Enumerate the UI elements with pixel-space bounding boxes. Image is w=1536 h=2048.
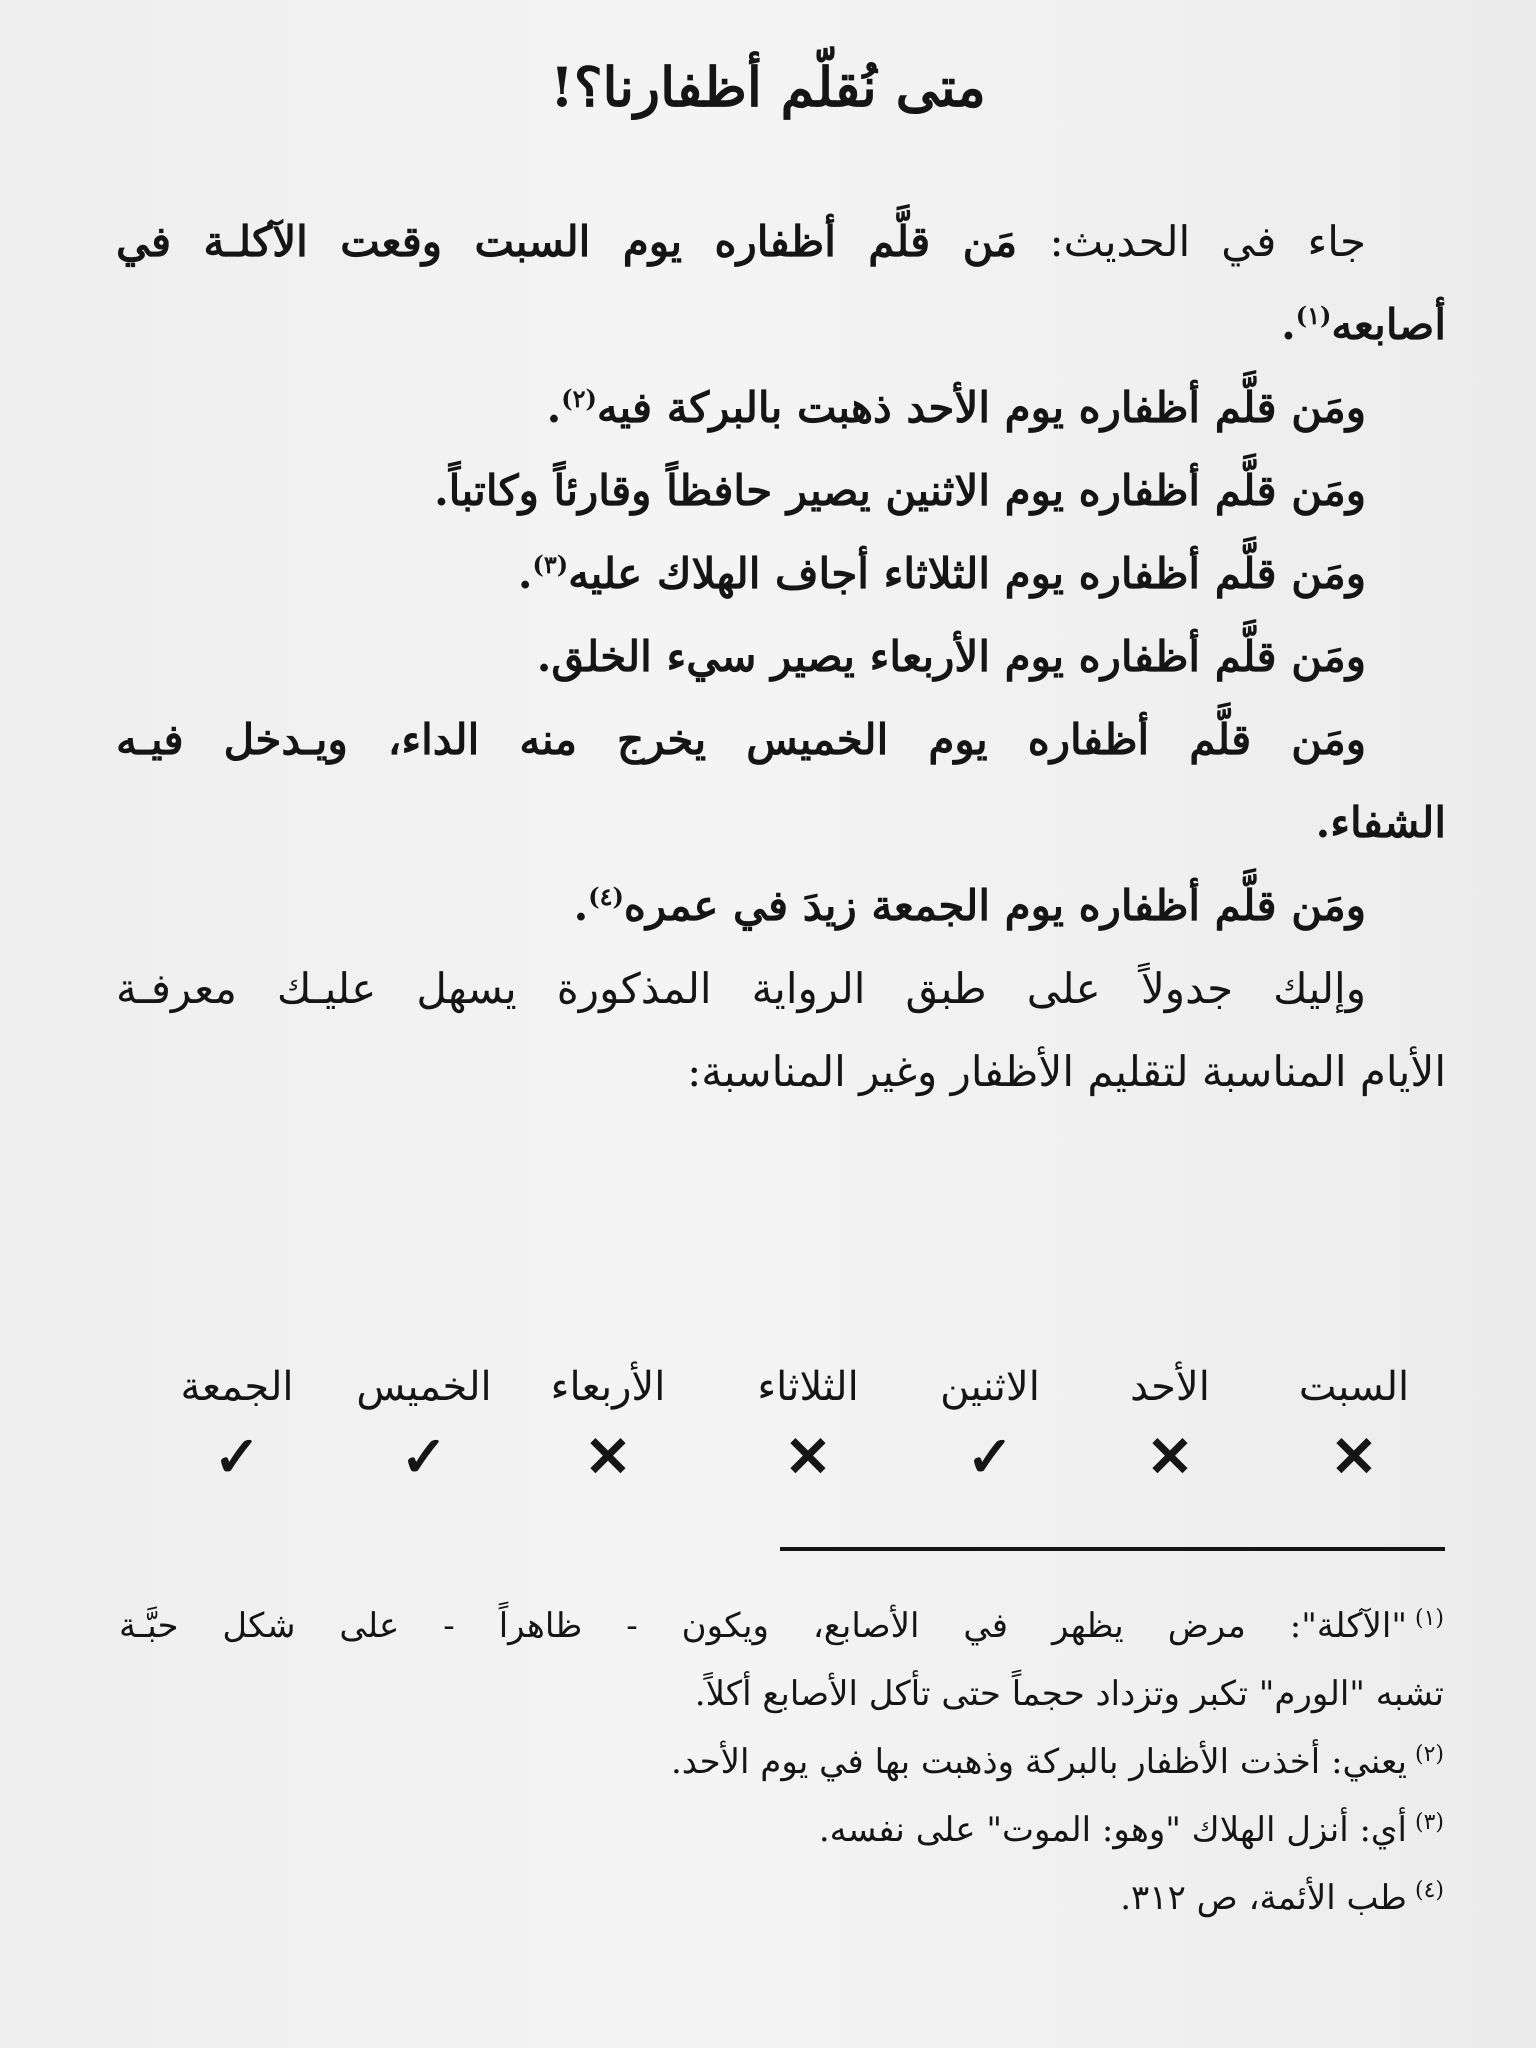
footnote-divider: [780, 1547, 1445, 1551]
page-title: متى نُقلّم أظفارنا؟!: [550, 55, 986, 119]
statement-tuesday-text: ومَن قلَّم أظفاره يوم الثلاثاء أجاف الهلاك عليه: [568, 549, 1366, 598]
statement-tuesday-end: .: [517, 549, 533, 598]
day-name-monday: الاثنين: [940, 1364, 1040, 1410]
reference-4: (٤): [588, 882, 624, 911]
statement-wednesday-text: ومَن قلَّم أظفاره يوم الأربعاء يصير سيء الخلق.: [536, 632, 1366, 681]
footnote-1-text: "الآكلة": مرض يظهر في الأصابع، ويكون - ظاهراً - على شكل حبَّـة: [119, 1606, 1407, 1646]
statement-friday-text: ومَن قلَّم أظفاره يوم الجمعة زيدَ في عمره: [623, 881, 1366, 930]
intro-text: مَن قلَّم أظفاره يوم السبت وقعت الآكلـة في: [116, 217, 1050, 266]
reference-2: (٢): [561, 384, 597, 413]
intro-prefix: جاء في الحديث:: [1049, 217, 1366, 266]
table-intro-line-1: [116, 947, 1446, 1030]
day-column-sunday: [1080, 1352, 1260, 1492]
day-column-monday: [900, 1352, 1080, 1492]
statement-wednesday: [116, 615, 1446, 698]
cross-mark-icon: ✕: [1330, 1424, 1378, 1490]
intro-line-2-text: أصابعه: [1331, 300, 1446, 349]
statement-thursday-line-1: [116, 698, 1446, 781]
statement-thursday-text: ومَن قلَّم أظفاره يوم الخميس يخرج منه الداء، ويـدخل فيـه: [116, 715, 1366, 764]
footnotes: [119, 1592, 1444, 1932]
reference-3: (٣): [532, 550, 569, 579]
intro-line-2: [116, 283, 1446, 366]
day-name-tuesday: الثلاثاء: [757, 1364, 859, 1410]
table-intro-text: وإليك جدولاً على طبق الرواية المذكورة يسهل عليـك معرفـة: [116, 964, 1366, 1013]
footnote-1-number: (١): [1414, 1605, 1444, 1631]
footnote-3-number: (٣): [1414, 1809, 1444, 1835]
statement-friday-end: .: [573, 881, 589, 930]
footnote-4: [119, 1864, 1444, 1932]
day-column-thursday: [334, 1352, 514, 1492]
day-name-saturday: السبت: [1298, 1364, 1410, 1410]
cross-mark-icon: ✕: [1146, 1424, 1194, 1490]
footnote-4-text: طب الأئمة، ص ٣١٢.: [1120, 1878, 1407, 1918]
intro-end: .: [1281, 300, 1296, 349]
day-name-wednesday: الأربعاء: [550, 1364, 666, 1410]
footnote-2-text: يعني: أخذت الأظفار بالبركة وذهبت بها في يوم الأحد.: [670, 1742, 1407, 1782]
footnote-2: [119, 1728, 1444, 1796]
footnote-4-number: (٤): [1414, 1877, 1444, 1903]
statement-sunday-end: .: [546, 383, 562, 432]
footnote-2-number: (٢): [1414, 1741, 1444, 1767]
main-text: [116, 200, 1446, 1113]
footnote-1-line-2: [119, 1660, 1444, 1728]
day-table: [104, 1352, 1444, 1502]
statement-thursday-line-2: [116, 781, 1446, 864]
statement-sunday: [116, 366, 1446, 449]
cross-mark-icon: ✕: [784, 1424, 832, 1490]
footnote-3-text: أي: أنزل الهلاك "وهو: الموت" على نفسه.: [818, 1810, 1407, 1850]
footnote-3: [119, 1796, 1444, 1864]
day-column-tuesday: [718, 1352, 898, 1492]
intro-line-1: [116, 200, 1446, 283]
day-name-friday: الجمعة: [180, 1364, 294, 1410]
day-column-wednesday: [518, 1352, 698, 1492]
check-mark-icon: ✓: [966, 1424, 1014, 1490]
cross-mark-icon: ✕: [584, 1424, 632, 1490]
day-name-sunday: الأحد: [1130, 1364, 1210, 1410]
statement-friday: [116, 864, 1446, 947]
check-mark-icon: ✓: [400, 1424, 448, 1490]
day-column-friday: [147, 1352, 327, 1492]
statement-tuesday: [116, 532, 1446, 615]
footnote-1-line-1: [119, 1592, 1444, 1660]
day-column-saturday: [1264, 1352, 1444, 1492]
statement-thursday-continuation: الشفاء.: [1315, 798, 1446, 847]
table-intro-line-2: [116, 1030, 1446, 1113]
day-name-thursday: الخميس: [356, 1364, 492, 1410]
reference-1: (١): [1295, 301, 1332, 330]
statement-monday-text: ومَن قلَّم أظفاره يوم الاثنين يصير حافظاً وقارئاً وكاتباً.: [434, 466, 1366, 515]
check-mark-icon: ✓: [213, 1424, 261, 1490]
footnote-1-continuation: تشبه "الورم" تكبر وتزداد حجماً حتى تأكل الأصابع أكلاً.: [694, 1674, 1444, 1714]
statement-monday: [116, 449, 1446, 532]
table-intro-continuation: الأيام المناسبة لتقليم الأظفار وغير المناسبة:: [687, 1047, 1446, 1096]
statement-sunday-text: ومَن قلَّم أظفاره يوم الأحد ذهبت بالبركة فيه: [596, 383, 1366, 432]
